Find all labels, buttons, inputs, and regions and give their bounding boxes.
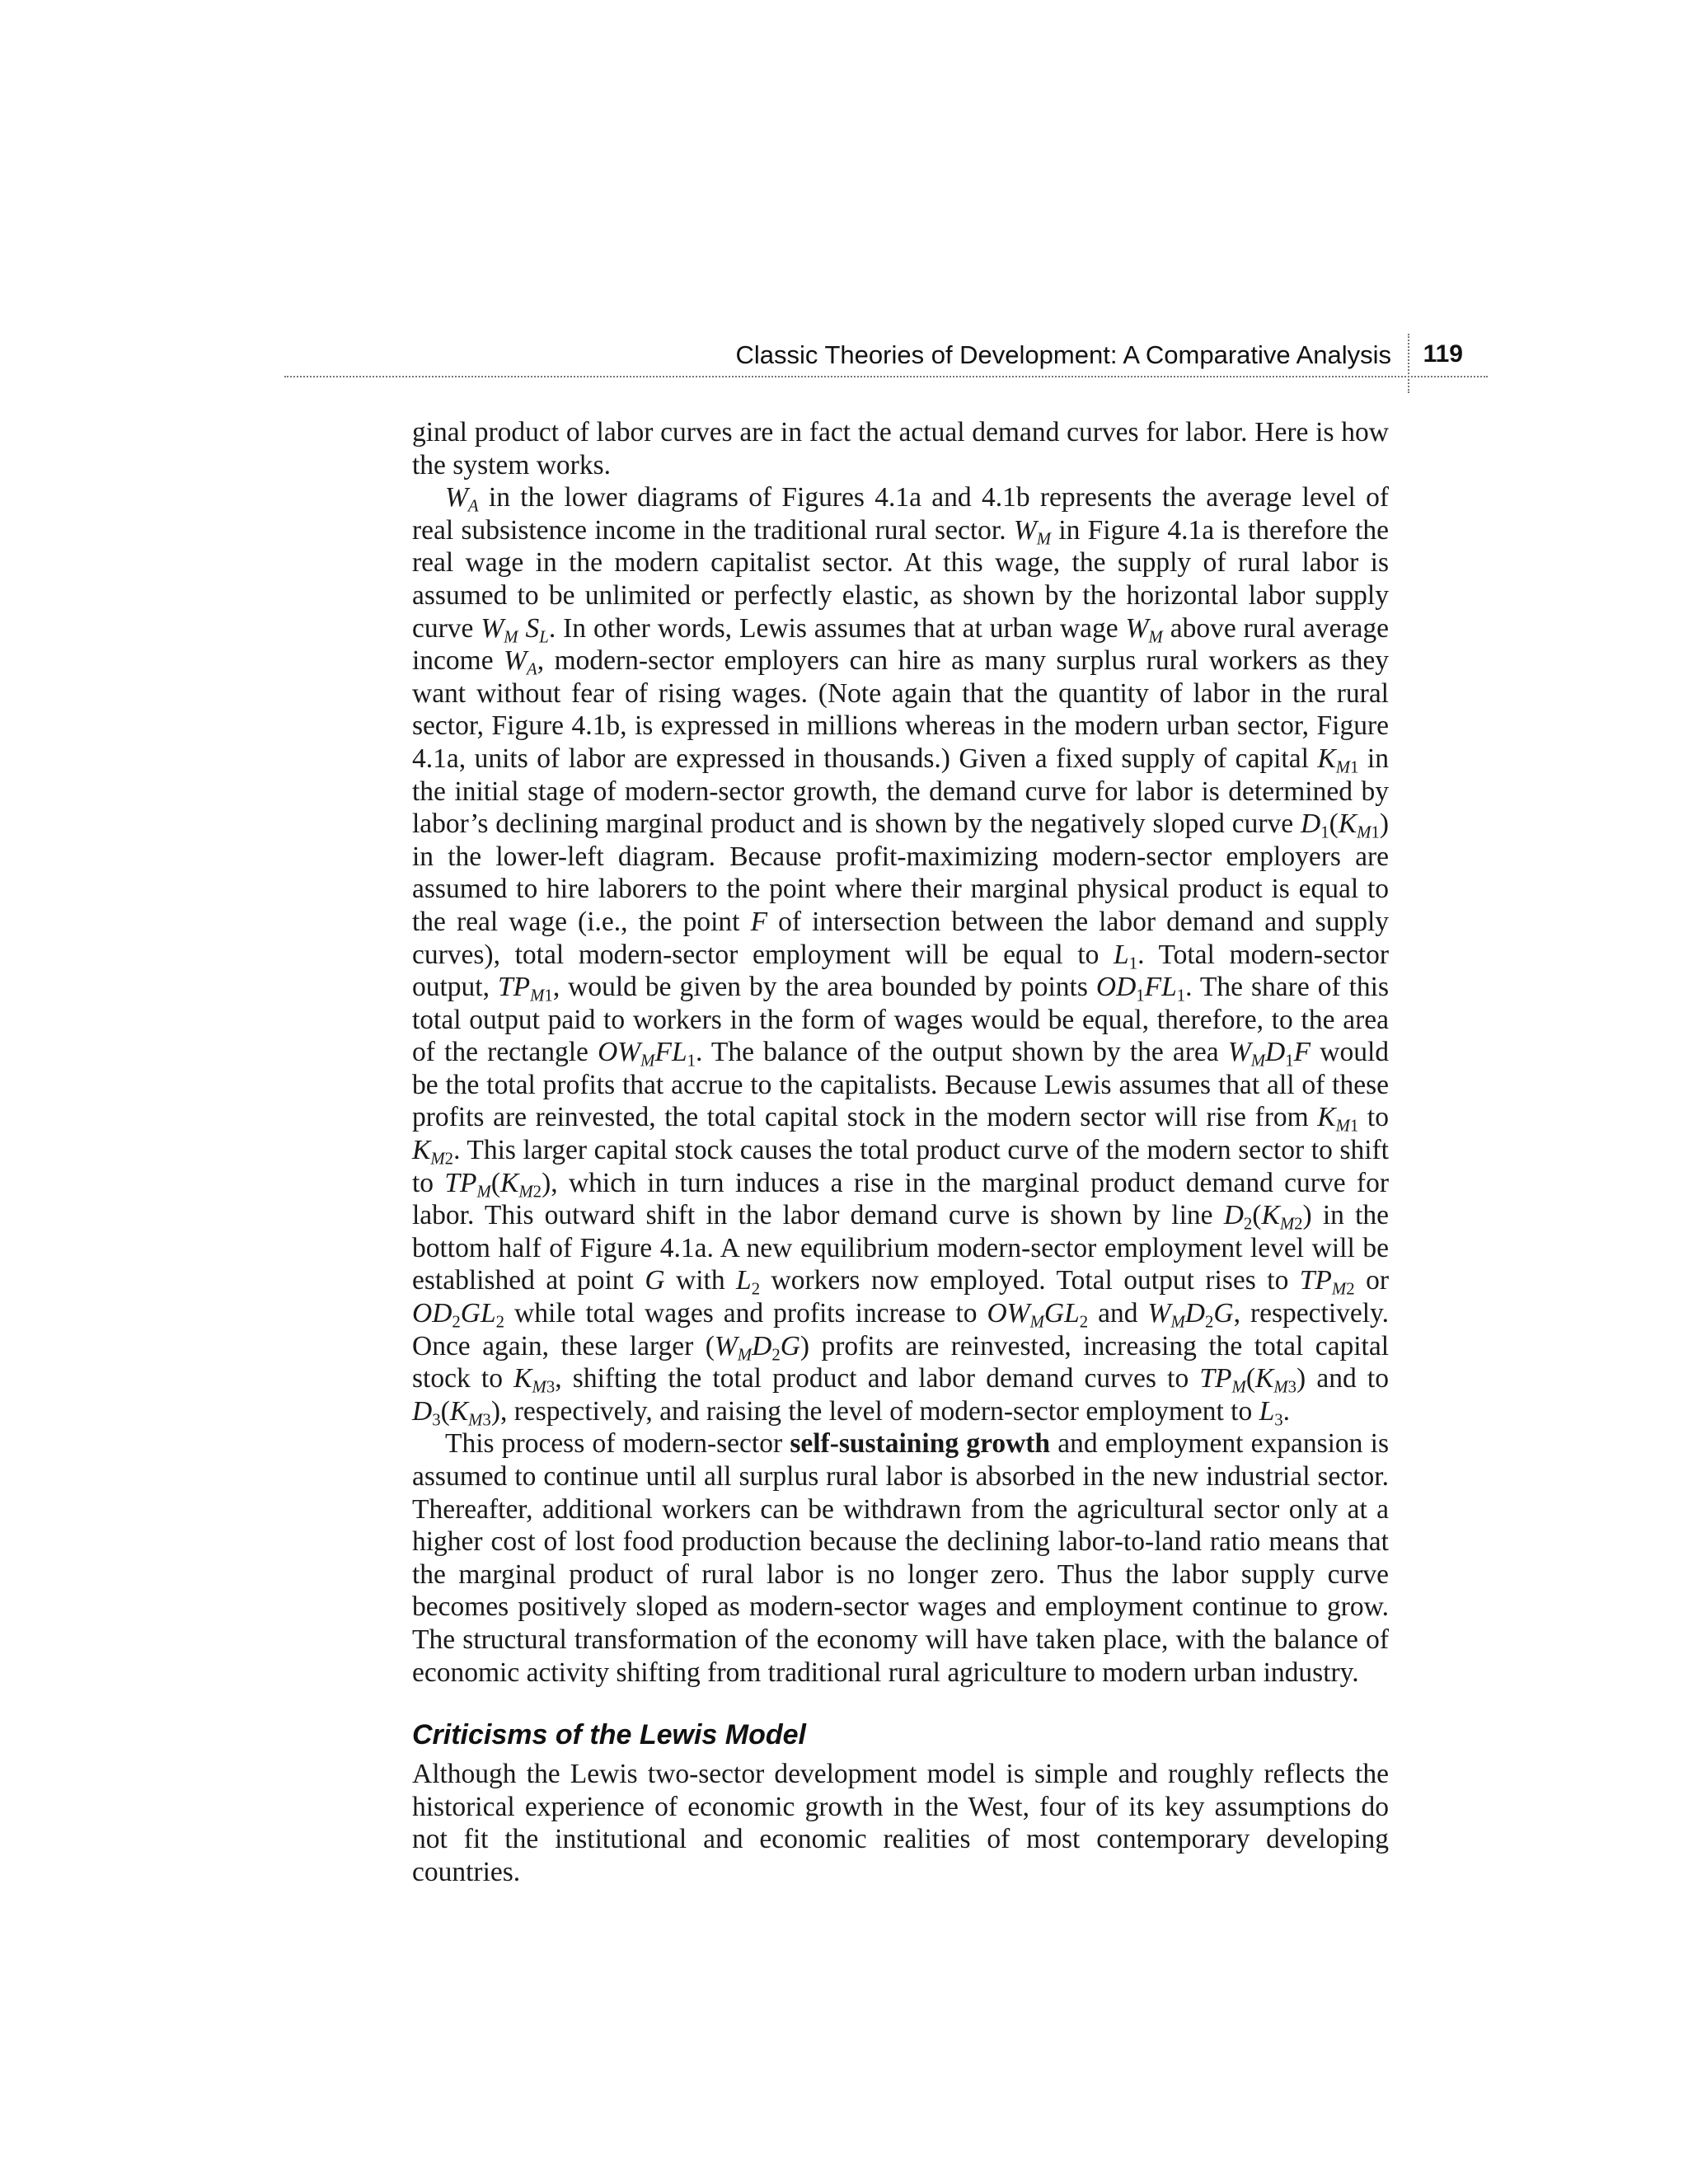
running-head bbox=[284, 334, 1488, 378]
paragraph-self-sustaining-growth: This process of modern-sector self-sustaining growth and employment expansion is assumed to continue until all surplus rural labor is absorbed in the new industrial sector. Thereafter, additional workers can be withdrawn from the agricultural sector only at a higher cost of lost food production because the declining labor-to-land ratio means that the marginal product of rural labor is no longer zero. Thus the labor supply curve becomes positively sloped as modern-sector wages and employment continue to grow. The structural transformation of the economy will have taken place, with the balance of economic activity shifting from traditional rural agriculture to modern urban industry. bbox=[412, 1428, 1390, 1688]
paragraph-lewis-mechanics: $W_A$ in the lower diagrams of Figures 4.1a and 4.1b represents the average level of real subsistence income in the traditional rural sector. $W_M$ in Figure 4.1a is therefore the real wage in the modern capitalist sector. At this wage, the supply of rural labor is assumed to be unlimited or perfectly elastic, as shown by the horizontal labor supply curve $W_M$ $S_L$. In other words, Lewis assumes that at urban wage $W_M$ above rural average income $W_A$, modern-sector employers can hire as many surplus rural workers as they want without fear of rising wages. (Note again that the quantity of labor in the rural sector, Figure 4.1b, is expressed in millions whereas in the modern urban sector, Figure 4.1a, units of labor are expressed in thousands.) Given a fixed supply of capital $K_{M1}$ in the initial stage of modern-sector growth, the demand curve for labor is determined by labor’s declining marginal product and is shown by the negatively sloped curve $D_1(K_{M1})$ in the lower-left diagram. Because profit-maximizing modern-sector employers are assumed to hire laborers to the point where their marginal physical product is equal to the real wage (i.e., the point F of intersection between the labor demand and supply curves), total modern-sector employment will be equal to $L_1$. Total modern-sector output, $TP_{M1}$, would be given by the area bounded by points $OD_1FL_1$. The share of this total output paid to workers in the form of wages would be equal, therefore, to the area of the rectangle $OW_MFL_1$. The balance of the output shown by the area $W_MD_1F$ would be the total profits that accrue to the capitalists. Because Lewis assumes that all of these profits are reinvested, the total capital stock in the modern sector will rise from $K_{M1}$ to $K_{M2}$. This larger capital stock causes the total product curve of the modern sector to shift to $TP_M(K_{M2})$, which in turn induces a rise in the marginal product demand curve for labor. This outward shift in the labor demand curve is shown by line $D_2(K_{M2})$ in the bottom half of Figure 4.1a. A new equilibrium modern-sector employment level will be established at point G with $L_2$ workers now employed. Total output rises to $TP_{M2}$ or $OD_2GL_2$ while total wages and profits increase to $OW_MGL_2$ and $W_MD_2G$, respectively. Once again, these larger $(W_MD_2G)$ profits are reinvested, increasing the total capital stock to $K_{M3}$, shifting the total product and labor demand curves to $TP_M(K_{M3})$ and to $D_3(K_{M3})$, respectively, and raising the level of modern-sector employment to $L_3$. bbox=[412, 482, 1390, 1430]
header-divider bbox=[1408, 334, 1409, 393]
header-rule bbox=[284, 376, 1488, 377]
page-number: 119 bbox=[1423, 340, 1463, 368]
paragraph-continuation: ginal product of labor curves are in fact the actual demand curves for labor. Here is how the system works. bbox=[412, 417, 1389, 480]
running-title: Classic Theories of Development: A Comparative Analysis bbox=[735, 340, 1391, 369]
paragraph-criticisms: Although the Lewis two-sector development model is simple and roughly reflects the historical experience of economic growth in the West, four of its key assumptions do not fit the institutional and economic realities of most contemporary developing countries. bbox=[412, 1759, 1389, 1887]
section-heading: Criticisms of the Lewis Model bbox=[412, 1719, 806, 1751]
body-text bbox=[412, 416, 1389, 1889]
